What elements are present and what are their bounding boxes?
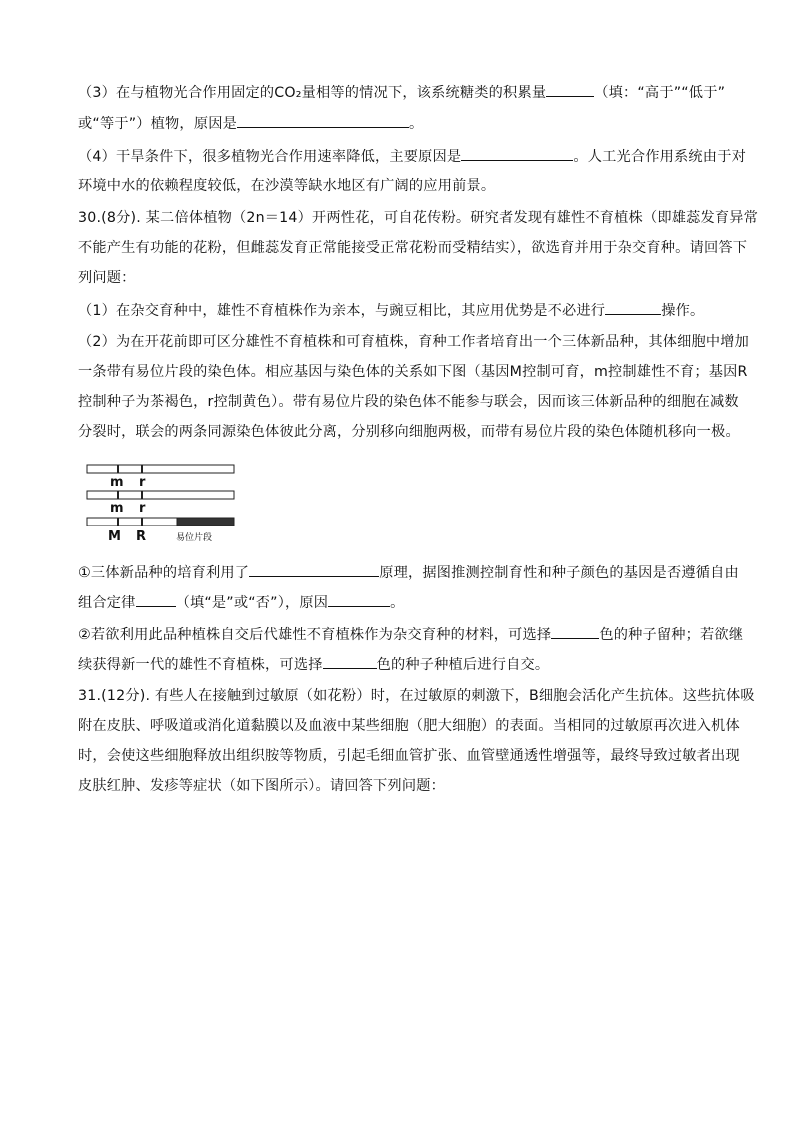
q30-stem-line1: 30.(8分). 某二倍体植物（2n＝14）开两性花，可自花传粉。研究者发现有雄性不育植株（即雄蕊发育异常 <box>78 210 759 226</box>
answer-blank[interactable] <box>546 82 594 97</box>
answer-blank[interactable] <box>551 624 599 639</box>
q29-part4-text-b: 。人工光合作用系统由于对 <box>573 149 746 165</box>
q31-stem-line4: 皮肤红肿、发疹等症状（如下图所示）。请回答下列问题： <box>78 778 445 794</box>
chromosome-1 <box>87 465 234 490</box>
q30-part2-line3: 控制种子为茶褐色，r控制黄色）。带有易位片段的染色体不能参与联会，因而该三体新品种的细胞在减数 <box>78 394 739 410</box>
q31-stem-line2: 附在皮肤、呼吸道或消化道黏膜以及血液中某些细胞（肥大细胞）的表面。当相同的过敏原再次进入机体 <box>78 718 740 734</box>
answer-blank[interactable] <box>237 113 409 128</box>
gene-label: M <box>108 529 121 544</box>
gene-label: m <box>110 475 124 490</box>
q30-part2-line2: 一条带有易位片段的染色体。相应基因与染色体的关系如下图（基因M控制可育，m控制雄性不育；基因R <box>78 364 748 380</box>
q29-part3-line2 <box>78 113 724 134</box>
chromosome-3-labels <box>86 526 256 548</box>
answer-blank[interactable] <box>605 300 661 315</box>
gene-label: r <box>139 475 146 490</box>
answer-blank[interactable] <box>136 592 176 607</box>
q30-sub1-text-d: （填“是”或“否”），原因 <box>175 595 329 611</box>
gene-label: r <box>139 501 146 516</box>
chromosome-3 <box>87 518 234 526</box>
q30-sub1-text-c: 组合定律 <box>78 595 136 611</box>
q29-part3-text-d: 。 <box>408 116 424 132</box>
q30-sub1-line1 <box>78 562 739 583</box>
answer-blank[interactable] <box>461 146 573 161</box>
translocation-caption: 易位片段 <box>176 533 213 543</box>
gene-label: m <box>110 501 124 516</box>
q29-part4-text-c: 环境中水的依赖程度较低，在沙漠等缺水地区有广阔的应用前景。 <box>78 178 496 194</box>
q30-sub2-text-c: 续获得新一代的雄性不育植株，可选择 <box>78 657 323 673</box>
q30-sub1-text-a: ①三体新品种的培育利用了 <box>78 565 250 581</box>
q31-stem-line3: 时，会使这些细胞释放出组织胺等物质，引起毛细血管扩张、血管壁通透性增强等，最终导致过敏者出现 <box>78 748 740 764</box>
q30-part1-line <box>78 300 724 321</box>
q30-sub2-text-a: ②若欲利用此品种植株自交后代雄性不育植株作为杂交育种的材料，可选择 <box>78 627 552 643</box>
q30-part1-text-a: （1）在杂交育种中，雄性不育植株作为亲本，与豌豆相比，其应用优势是不必进行 <box>78 303 606 319</box>
q30-part1-text-b: 操作。 <box>661 303 705 319</box>
chromosome-2 <box>87 491 234 516</box>
q31-stem-line1: 31.(12分). 有些人在接触到过敏原（如花粉）时，在过敏原的刺激下，B细胞会活化产生抗体。这些抗体吸 <box>78 688 755 704</box>
q30-sub1-text-e: 。 <box>390 595 405 611</box>
q29-part4-line1 <box>78 146 746 167</box>
answer-blank[interactable] <box>323 654 377 669</box>
q30-sub2-text-d: 色的种子种植后进行自交。 <box>376 657 550 673</box>
gene-label: R <box>136 529 147 544</box>
answer-blank[interactable] <box>249 562 379 577</box>
answer-blank[interactable] <box>328 592 390 607</box>
q29-part3-text-b: （填：“高于”“低于” <box>594 85 726 101</box>
translocation-segment <box>177 518 234 526</box>
q29-part3-text-a: （3）在与植物光合作用固定的CO₂量相等的情况下，该系统糖类的积累量 <box>78 85 547 101</box>
q29-part3-text-c: 或“等于”）植物，原因是 <box>78 116 237 132</box>
q29-part4-text-a: （4）干旱条件下，很多植物光合作用速率降低，主要原因是 <box>78 149 462 165</box>
q30-sub2-text-b: 色的种子留种；若欲继 <box>599 627 744 643</box>
q30-stem-line3: 列问题： <box>78 270 136 286</box>
q30-sub2-line2 <box>78 654 724 675</box>
q30-sub2-line1 <box>78 624 744 645</box>
q30-part2-line4: 分裂时，联会的两条同源染色体彼此分离，分别移向细胞两极，而带有易位片段的染色体随机移向一极。 <box>78 424 740 440</box>
q30-stem-line2: 不能产生有功能的花粉，但雌蕊发育正常能接受正常花粉而受精结实），欲选育并用于杂交育种。请回答下 <box>78 240 748 256</box>
q29-part3-line1 <box>78 82 724 103</box>
q29-part4-line2 <box>78 176 724 196</box>
q30-sub1-line2 <box>78 592 724 613</box>
q30-sub1-text-b: 原理，据图推测控制育性和种子颜色的基因是否遵循自由 <box>379 565 739 581</box>
chromosome-diagram <box>86 462 246 526</box>
q30-part2-line1: （2）为在开花前即可区分雄性不育植株和可育植株，育种工作者培育出一个三体新品种，其体细胞中增加 <box>78 334 750 350</box>
